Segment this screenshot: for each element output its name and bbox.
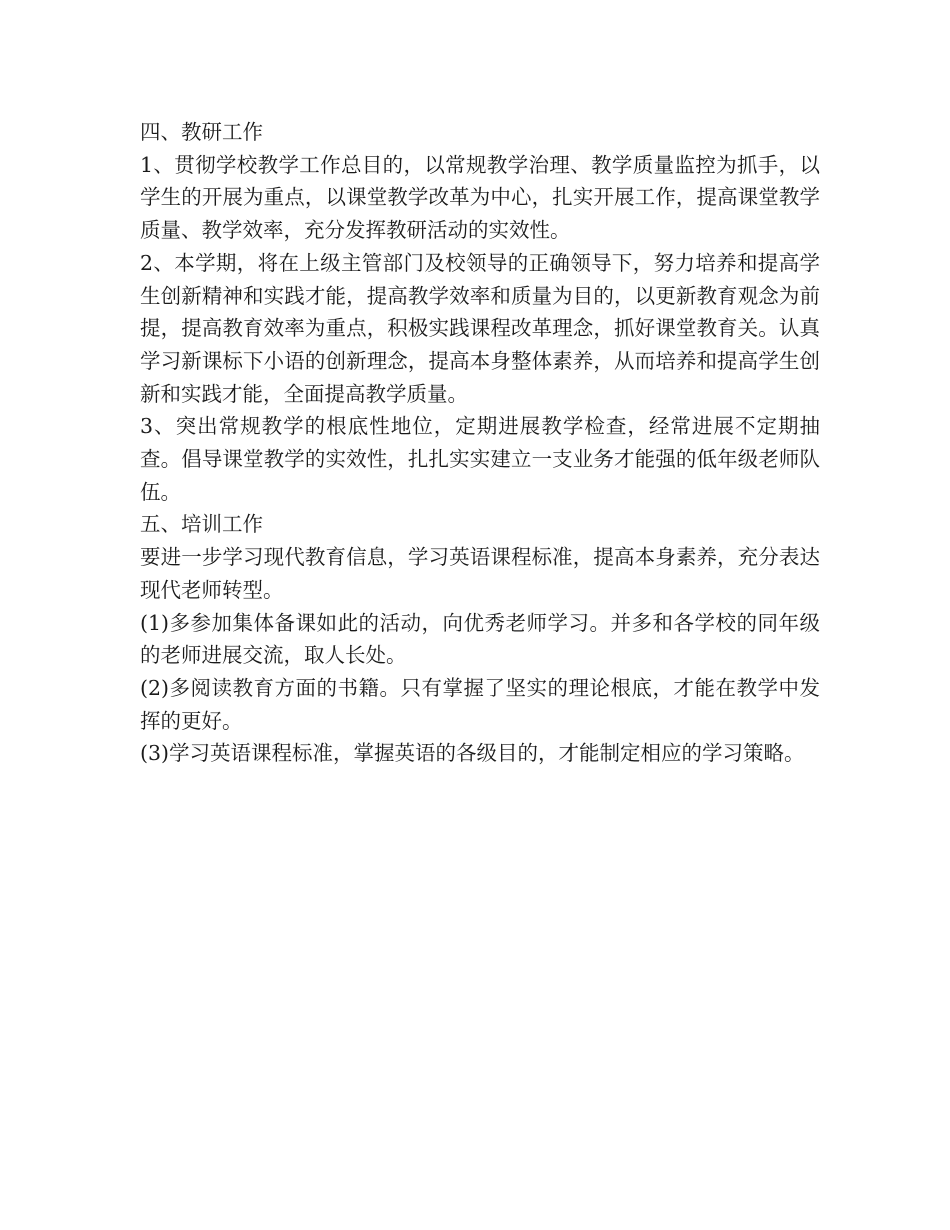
paragraph-item-1: 1、贯彻学校教学工作总目的，以常规教学治理、教学质量监控为抓手，以学生的开展为重点，以课堂教学改革为中心，扎实开展工作，提高课堂教学质量、教学效率，充分发挥教研活动的实效性。 [140,152,820,243]
section-heading-training: 五、培训工作 [140,512,263,537]
paragraph-training-1: (1)多参加集体备课如此的活动，向优秀老师学习。并多和各学校的同年级的老师进展交流，取人长处。 [140,610,820,668]
section-heading-teaching-research: 四、教研工作 [140,120,263,144]
paragraph-item-3: 3、突出常规教学的根底性地位，定期进展教学检查，经常进展不定期抽查。倡导课堂教学的实效性，扎扎实实建立一支业务才能强的低年级老师队伍。 [140,414,820,504]
paragraph-item-2: 2、本学期，将在上级主管部门及校领导的正确领导下，努力培养和提高学生创新精神和实践才能，提高教学效率和质量为目的，以更新教育观念为前提，提高教育效率为重点，积极实践课程改革理念，抓好课堂教育关。认真学习新课标下小语的创新理念，提高本身整体素养，从而培养和提高学生创新和实践才能，全面提高教学质量。 [140,250,820,406]
paragraph-training-3: (3)学习英语课程标准，掌握英语的各级目的，才能制定相应的学习策略。 [140,741,805,766]
document-body [140,116,820,770]
paragraph-training-2: (2)多阅读教育方面的书籍。只有掌握了坚实的理论根底，才能在教学中发挥的更好。 [140,675,820,733]
paragraph-training-intro: 要进一步学习现代教育信息，学习英语课程标准，提高本身素养，充分表达现代老师转型。 [140,545,820,602]
